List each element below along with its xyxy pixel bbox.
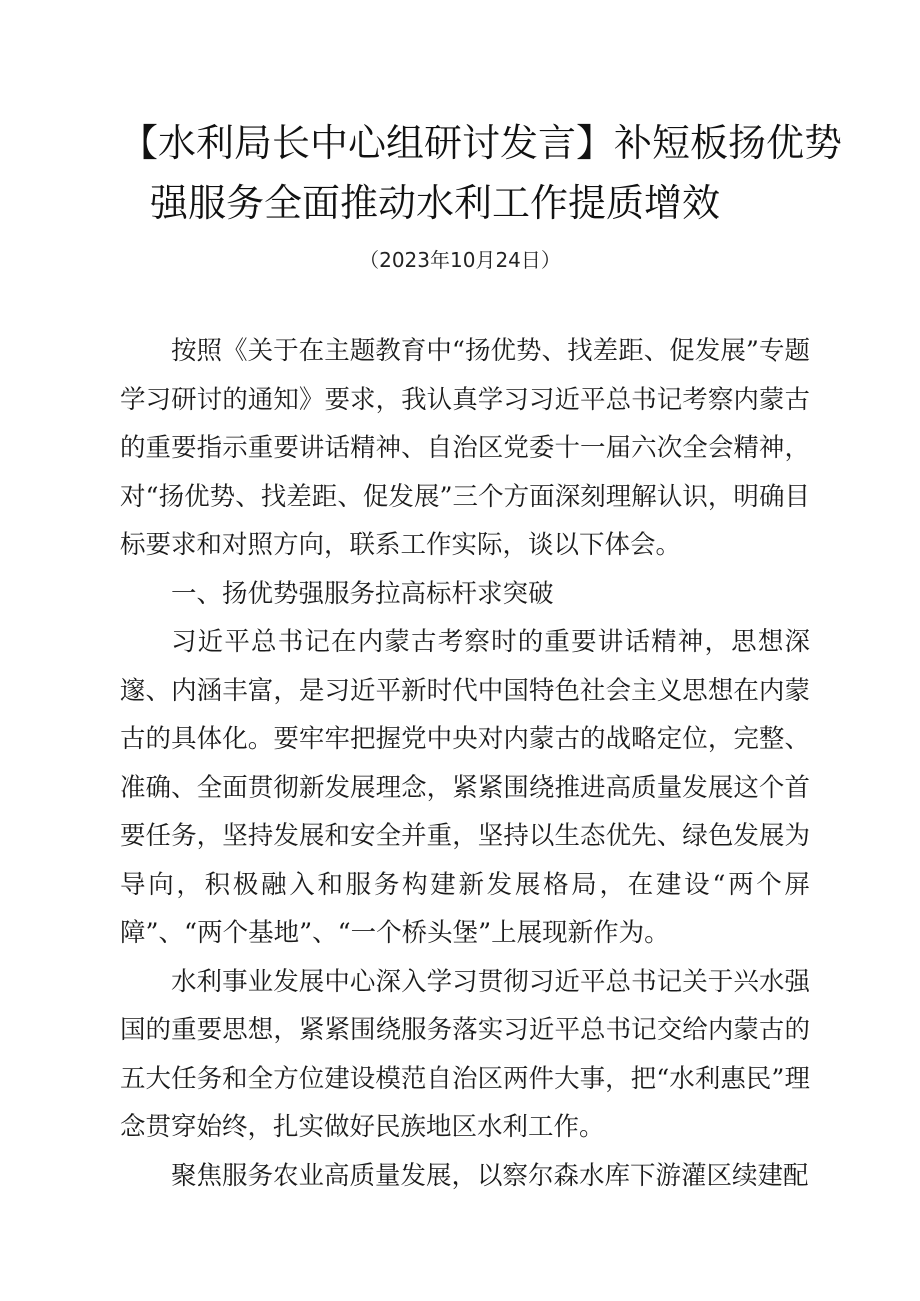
document-title-line-1: 【水利局长中心组研讨发言】补短板扬优势 [120, 121, 843, 165]
paragraph: 习近平总书记在内蒙古考察时的重要讲话精神，思想深邃、内涵丰富，是习近平新时代中国特色社会主义思想在内蒙古的具体化。要牢牢把握党中央对内蒙古的战略定位，完整、准确、全面贯彻新发展理念，紧紧围绕推进高质量发展这个首要任务，坚持发展和安全并重，坚持以生态优先、绿色发展为导向，积极融入和服务构建新发展格局，在建设“两个屏障”、“两个基地”、“一个桥头堡”上展现新作为。 [120, 627, 810, 948]
section-heading-1: 一、扬优势强服务拉高标杆求突破 [171, 578, 554, 609]
document-date: （2023年10月24日） [359, 248, 561, 272]
paragraph: 水利事业发展中心深入学习贯彻习近平总书记关于兴水强国的重要思想，紧紧围绕服务落实习近平总书记交给内蒙古的五大任务和全方位建设模范自治区两件大事，把“水利惠民”理念贯穿始终，扎实做好民族地区水利工作。 [120, 966, 810, 1142]
paragraph-intro: 按照《关于在主题教育中“扬优势、找差距、促发展”专题学习研讨的通知》要求，我认真学习习近平总书记考察内蒙古的重要指示重要讲话精神、自治区党委十一届六次全会精神，对“扬优势、找差距、促发展”三个方面深刻理解认识，明确目标要求和对照方向，联系工作实际，谈以下体会。 [120, 336, 810, 560]
document-body [120, 327, 810, 1200]
paragraph: 聚焦服务农业高质量发展，以察尔森水库下游灌区续建配 [171, 1160, 809, 1191]
document-title-line-2: 强服务全面推动水利工作提质增效 [150, 181, 721, 225]
